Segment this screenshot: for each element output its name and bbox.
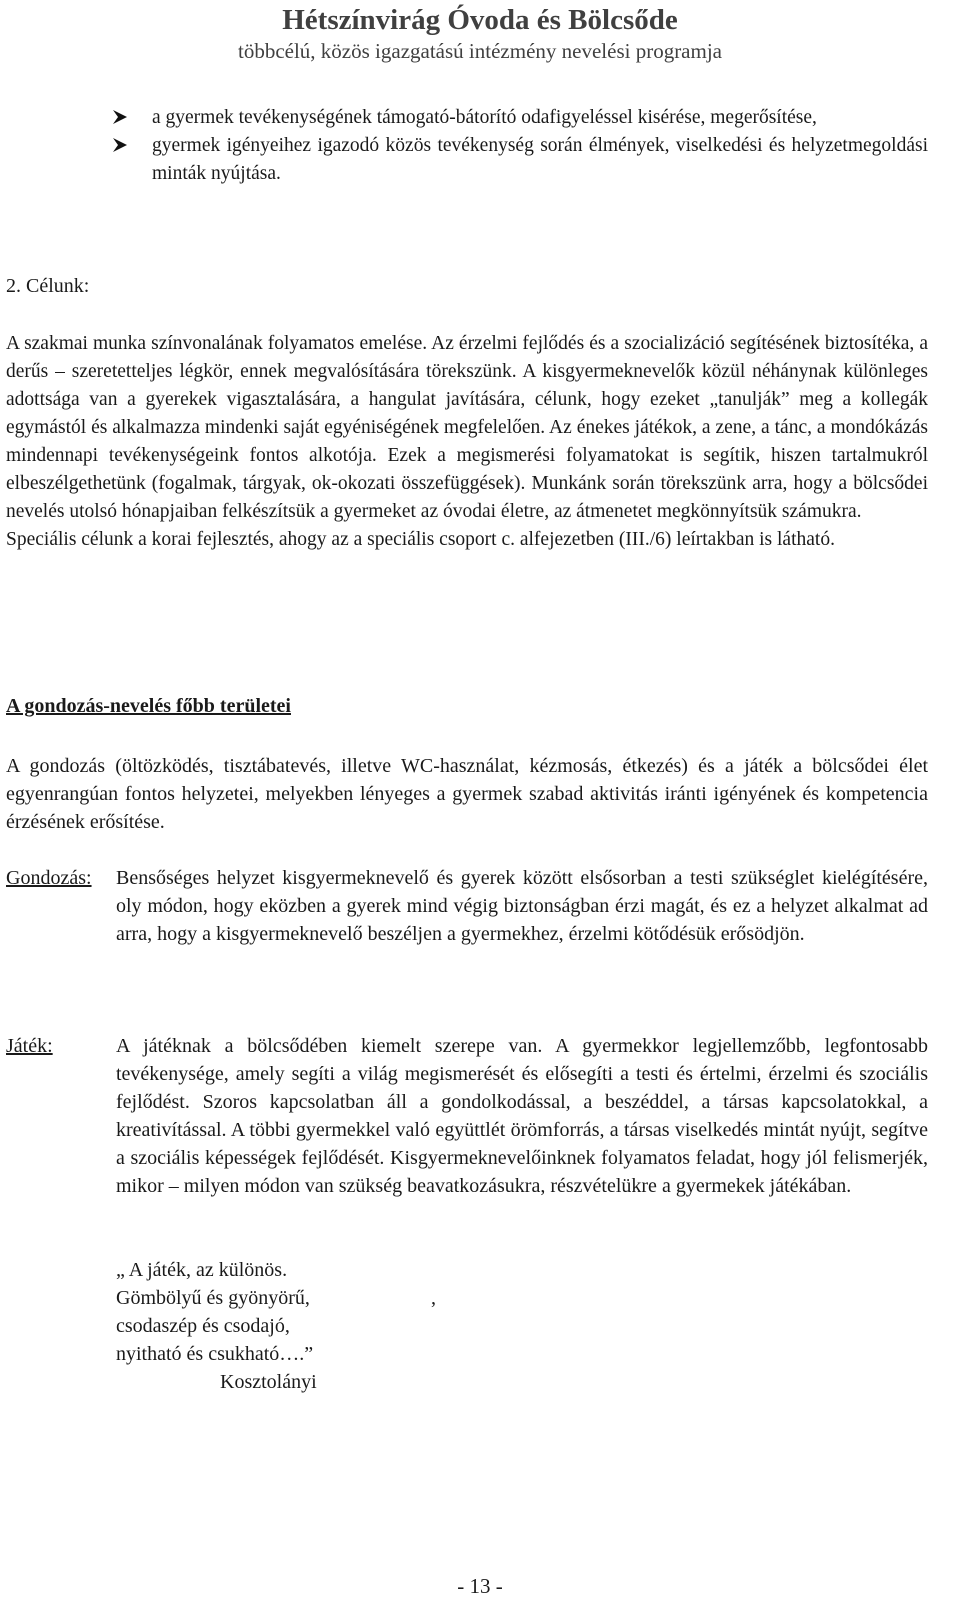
arrow-bullet-icon — [112, 137, 128, 153]
definition-text: A játéknak a bölcsődében kiemelt szerepe van. A gyermekkor legjellemzőbb, legfontosabb tevékenysége, amely segíti a világ megismerését és elősegíti a testi és értelmi, érzelmi és szociális fejlődést. Szoros kapcsolatban áll a gondolkodással, a beszéddel, a társas kapcsolatokkal, a kreativítással. A többi gyermekkel való együttlét örömforrás, a társas viselkedés mintát nyújt, segítve a szociális képességek fejlődését. Kisgyermeknevelőinknek folyamatos feladat, hogy jól felismerjék, mikor – milyen módon van szükség beavatkozásukra, részvételükre a gyermekek játékában. — [116, 1035, 928, 1197]
poem-line: csodaszép és csodajó, — [116, 1315, 290, 1337]
poem-line: nyitható és csukható….” — [116, 1343, 314, 1365]
section-heading-celunk: 2. Célunk: — [6, 275, 90, 297]
bullet-list — [112, 104, 928, 188]
list-item — [112, 104, 928, 132]
definition-term: Játék: — [6, 1035, 53, 1057]
poem-line: Gömbölyű és gyönyörű, — [116, 1287, 310, 1309]
page-number: - 13 - — [457, 1574, 503, 1598]
celunk-paragraphs — [6, 330, 928, 554]
intro-text: A gondozás (öltözködés, tisztábatevés, illetve WC-használat, kézmosás, étkezés) és a játék a bölcsődei élet egyenrangúan fontos helyzetei, melyekben lényeges a gyermek szabad aktivitás iránti igényének és kompetencia érzésének erősítése. — [6, 755, 928, 833]
celunk-paragraph: A szakmai munka színvonalának folyamatos emelése. Az érzelmi fejlődés és a szocializáció segítésének biztosítéka, a derűs – szeretetteljes légkör, ennek megvalósítására törekszünk. A kisgyermeknevelők közül néhánynak különleges adottsága van a gyerekek vigasztalására, a hangulat javítására, célunk, hogy ezeket „tanulják” meg a kollegák egymástól és alkalmazza mindenki saját egyéniségének megfelelően. Az énekes játékok, a zene, a tánc, a mondókázás mindennapi tevékenységeink fontos alkotója. Ezek a megismerési folyamatokat is segítik, hiszen tartalmukról elbeszélgethetünk (fogalmak, tárgyak, ok-okozati összefüggések). Munkánk során törekszünk arra, hogy a bölcsődei nevelés utolsó hónapjaiban felkészítsük a gyermeket az óvodai életre, az átmenetet megkönnyítsük számukra. — [6, 333, 928, 522]
intro-paragraph — [6, 752, 928, 836]
definition-jatek — [6, 1032, 928, 1200]
celunk-paragraph: Speciális célunk a korai fejlesztés, ahogy az a speciális csoport c. alfejezetben (III./6) leírtakban is látható. — [6, 529, 835, 550]
document-title: Hétszínvirág Óvoda és Bölcsőde — [282, 4, 678, 36]
document-subtitle: többcélú, közös igazgatású intézmény nevelési programja — [238, 39, 722, 63]
poem-author: Kosztolányi — [220, 1371, 317, 1393]
poem-quote — [116, 1256, 436, 1396]
page-header — [0, 2, 960, 64]
bullet-text: a gyermek tevékenységének támogató-bátorító odafigyeléssel kisérése, megerősítése, — [152, 107, 817, 128]
arrow-bullet-icon — [112, 109, 128, 125]
definition-text: Bensőséges helyzet kisgyermeknevelő és gyerek között elsősorban a testi szükséglet kielégítésére, oly módon, hogy eközben a gyerek mind végig biztonságban érzi magát, és ez a helyzet alkalmat ad arra, hogy a kisgyermeknevelő beszéljen a gyermekhez, érzelmi kötődésük erősödjön. — [116, 867, 928, 945]
section-title: A gondozás-nevelés főbb területei — [6, 695, 291, 717]
definition-term: Gondozás: — [6, 867, 92, 889]
bullet-text: gyermek igényeihez igazodó közös tevékenység során élmények, viselkedési és helyzetmegoldási minták nyújtása. — [152, 135, 928, 184]
definition-gondozas — [6, 864, 928, 948]
poem-line: „ A játék, az különös. — [116, 1259, 288, 1281]
stray-comma: , — [431, 1287, 436, 1309]
list-item — [112, 132, 928, 188]
